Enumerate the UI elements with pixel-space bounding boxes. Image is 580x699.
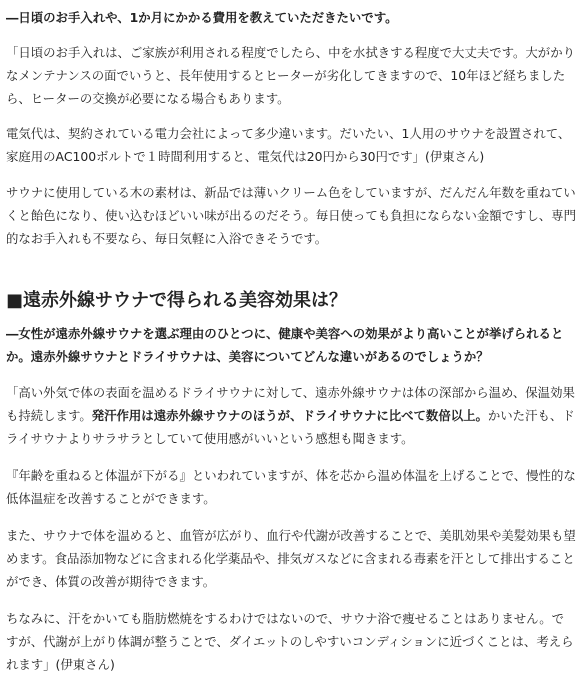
- section-heading: ■遠赤外線サウナで得られる美容効果は？: [6, 290, 348, 311]
- answer-paragraph-1: 「日頃のお手入れは、ご家族が利用される程度でしたら、中を水拭きする程度で大丈夫です。大がかりなメンテナンスの面でいうと、長年使用するとヒーターが劣化してきますので、10年ほど経ちましたら、ヒーターの交換が必要になる場合もあります。: [6, 45, 575, 106]
- interview-question-2: ―女性が遠赤外線サウナを選ぶ理由のひとつに、健康や美容への効果がより高いことが挙げられるとか。遠赤外線サウナとドライサウナは、美容についてどんな違いがあるのでしょうか？: [6, 326, 564, 364]
- body-paragraph-3: サウナに使用している木の素材は、新品では薄いクリーム色をしていますが、だんだん年数を重ねていくと飴色になり、使い込むほどいい味が出るのだそう。毎日使っても負担にならない金額ですし、専門的なお手入れも不要なら、毎日気軽に入浴できそうです。: [6, 185, 576, 246]
- answer-text-4a: 「高い外気で体の表面を温めるドライサウナに対して、遠赤外線サウナは体の深部から温め、保温効果も持続します。: [6, 385, 575, 423]
- answer-text-4c: かいた汗も、ドライサウナよりサラサラとしていて使用感がいいという感想も聞きます。: [6, 408, 575, 446]
- interview-question-1: ―日頃のお手入れや、1か月にかかる費用を教えていただきたいです。: [6, 10, 398, 25]
- answer-paragraph-7: ちなみに、汗をかいても脂肪燃焼をするわけではないので、サウナ浴で痩せることはありません。ですが、代謝が上がり体調が整うことで、ダイエットのしやすいコンディションに近づくことは、考えられます」(伊東さん): [6, 611, 574, 672]
- answer-paragraph-2: 電気代は、契約されている電力会社によって多少違います。だいたい、1人用のサウナを設置されて、家庭用のAC100ボルトで１時間利用すると、電気代は20円から30円です」(伊東さん): [6, 126, 571, 164]
- answer-paragraph-5: 『年齢を重ねると体温が下がる』といわれていますが、体を芯から温め体温を上げることで、慢性的な低体温症を改善することができます。: [6, 468, 576, 506]
- emphasis-text: 発汗作用は遠赤外線サウナのほうが、ドライサウナに比べて数倍以上。: [91, 408, 488, 423]
- answer-paragraph-4: [6, 381, 576, 450]
- answer-paragraph-6: また、サウナで体を温めると、血管が広がり、血行や代謝が改善することで、美肌効果や美髪効果も望めます。食品添加物などに含まれる化学薬品や、排気ガスなどに含まれる毒素を汗として排出することができ、体質の改善が期待できます。: [6, 528, 576, 589]
